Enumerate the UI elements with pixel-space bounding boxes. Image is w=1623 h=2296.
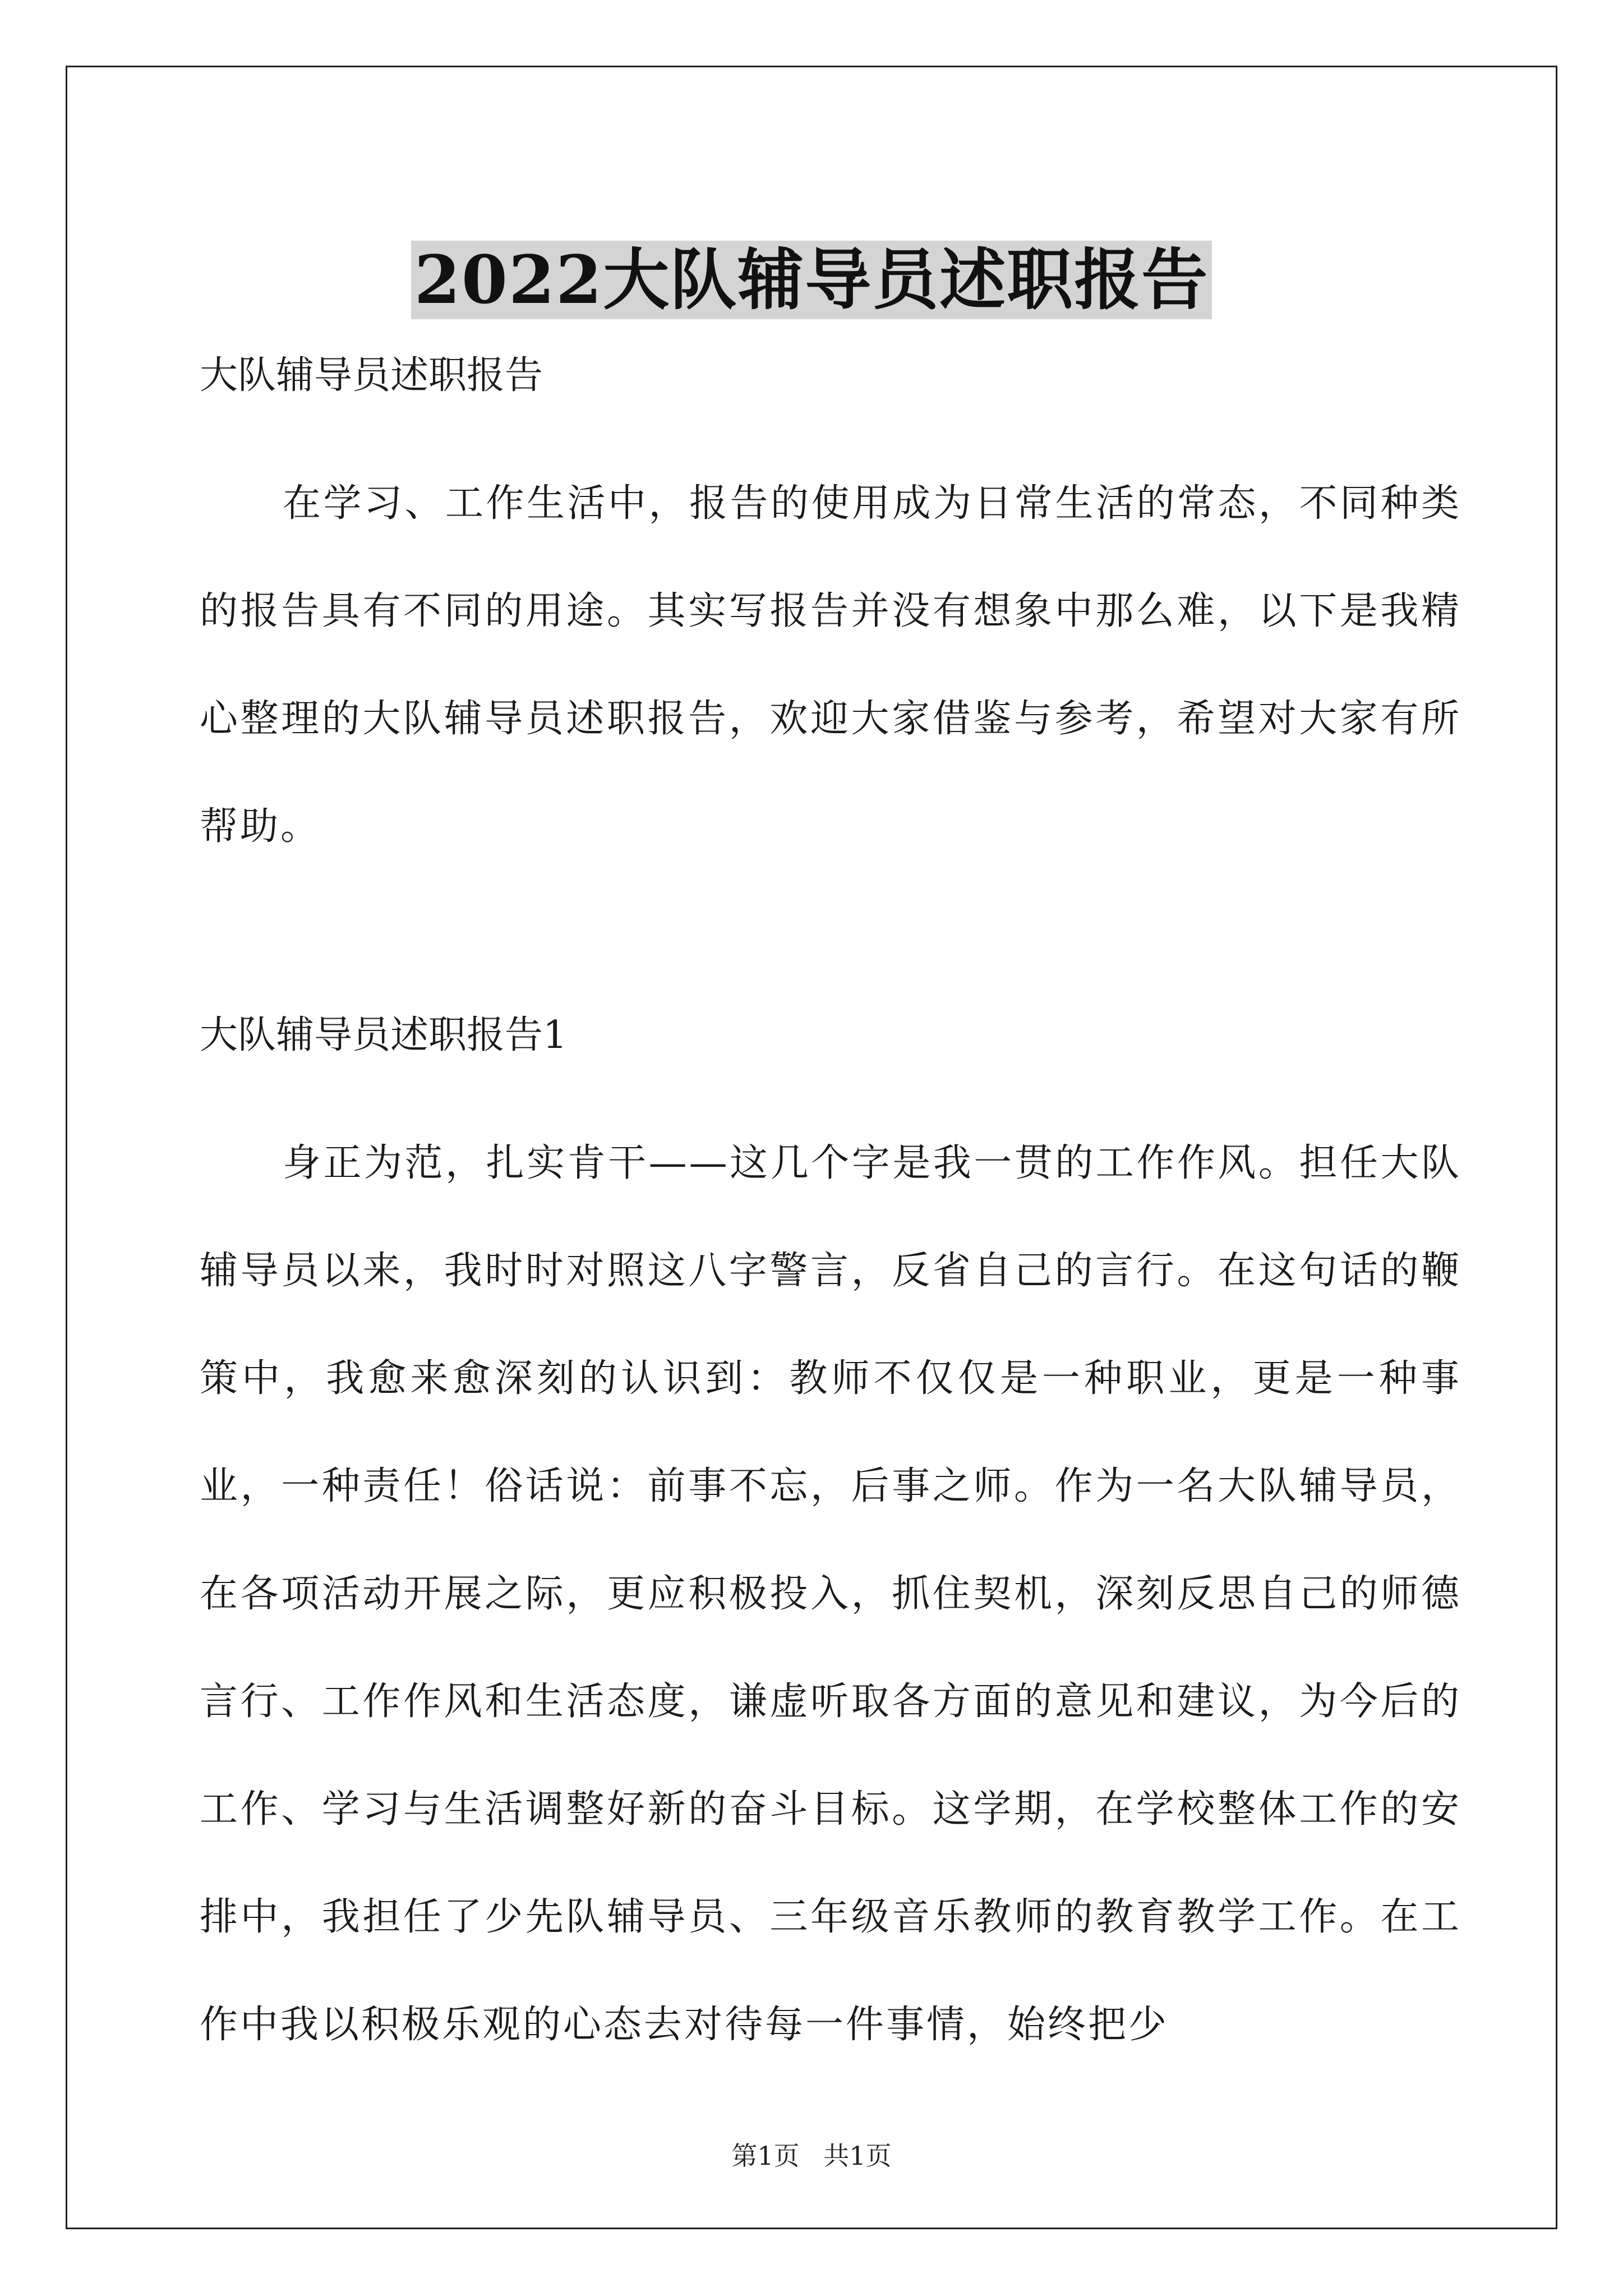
page-footer [0, 2140, 1623, 2171]
document-title: 2022大队辅导员述职报告 [411, 241, 1212, 319]
document-body [200, 337, 1461, 2079]
intro-paragraph: 在学习、工作生活中，报告的使用成为日常生活的常态，不同种类的报告具有不同的用途。其实写报告并没有想象中那么难，以下是我精心整理的大队辅导员述职报告，欢迎大家借鉴与参考，希望对大家有所帮助。 [200, 481, 1461, 849]
section-1-heading: 大队辅导员述职报告1 [200, 1013, 568, 1057]
page-number: 第1页 [731, 2141, 800, 2171]
page-total: 共1页 [823, 2141, 892, 2171]
section-1-paragraph: 身正为范，扎实肯干——这几个字是我一贯的工作作风。担任大队辅导员以来，我时时对照这八字警言，反省自己的言行。在这句话的鞭策中，我愈来愈深刻的认识到：教师不仅仅是一种职业，更是一种事业，一种责任！俗话说：前事不忘，后事之师。作为一名大队辅导员，在各项活动开展之际，更应积极投入，抓住契机，深刻反思自己的师德言行、工作作风和生活态度，谦虚听取各方面的意见和建议，为今后的工作、学习与生活调整好新的奋斗目标。这学期，在学校整体工作的安排中，我担任了少先队辅导员、三年级音乐教师的教育教学工作。在工作中我以积极乐观的心态去对待每一件事情，始终把少 [200, 1141, 1461, 2047]
intro-heading: 大队辅导员述职报告 [200, 353, 543, 398]
